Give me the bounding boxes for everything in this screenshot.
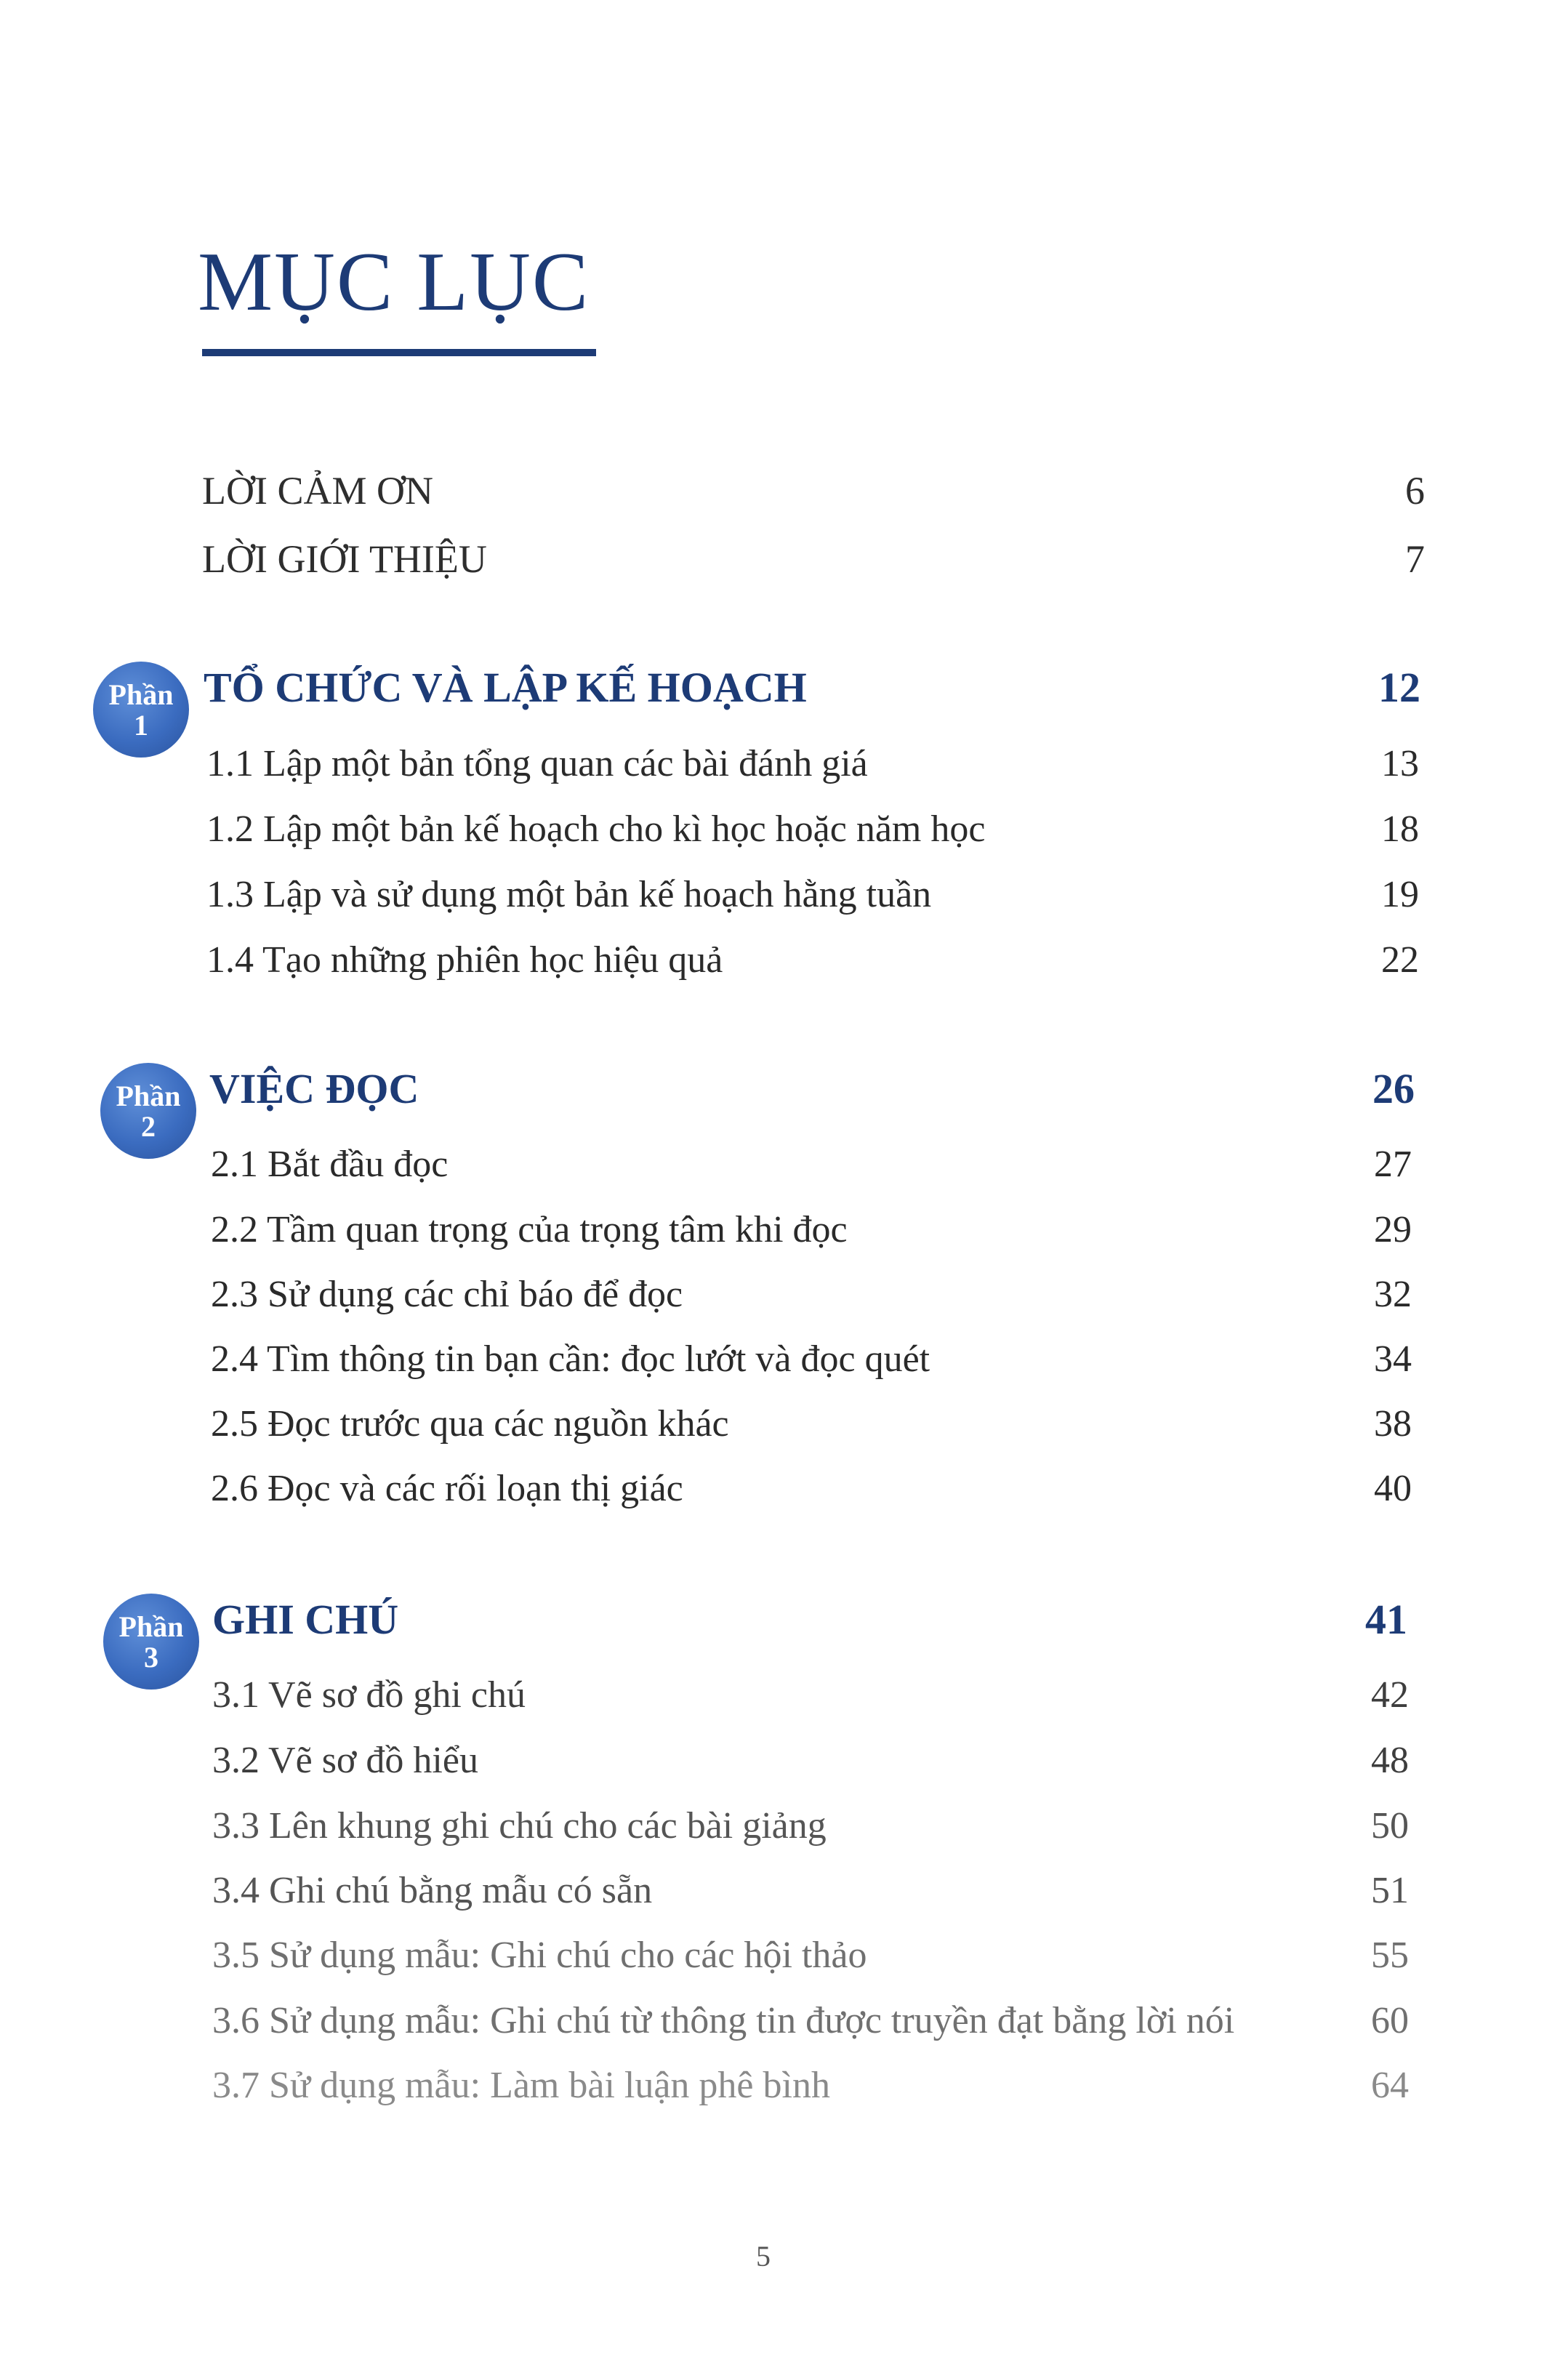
part-badge-word: Phần — [116, 1080, 181, 1112]
toc-entry-label: LỜI CẢM ƠN — [202, 469, 433, 513]
toc-entry — [212, 1995, 1409, 2046]
toc-entry-page: 51 — [1371, 1869, 1409, 1911]
toc-entry — [211, 1269, 1412, 1319]
section-title: TỔ CHỨC VÀ LẬP KẾ HOẠCH — [204, 663, 807, 711]
toc-entry-label: 2.3 Sử dụng các chỉ báo để đọc — [211, 1273, 683, 1315]
part-badge-number: 1 — [134, 709, 148, 742]
toc-entry-label: 2.6 Đọc và các rối loạn thị giác — [211, 1467, 683, 1509]
toc-entry — [212, 2060, 1409, 2110]
toc-entry-label: 1.2 Lập một bản kế hoạch cho kì học hoặc năm học — [206, 808, 986, 850]
toc-entry — [206, 934, 1419, 985]
title-underline — [202, 349, 596, 356]
page-number: 5 — [756, 2240, 771, 2273]
toc-entry — [211, 1398, 1412, 1449]
page-title: MỤC LỤC — [198, 236, 590, 329]
toc-entry-page: 13 — [1381, 742, 1419, 784]
toc-entry — [211, 1204, 1412, 1255]
toc-entry — [206, 738, 1419, 789]
section-heading-part-3 — [212, 1594, 1407, 1644]
toc-entry-acknowledgements — [202, 465, 1425, 516]
toc-entry-page: 50 — [1371, 1804, 1409, 1847]
toc-entry-page: 48 — [1371, 1739, 1409, 1781]
toc-entry-page: 19 — [1381, 873, 1419, 915]
toc-entry-page: 55 — [1371, 1934, 1409, 1976]
section-heading-part-1 — [204, 662, 1420, 712]
toc-entry-page: 64 — [1371, 2064, 1409, 2106]
toc-entry — [212, 1735, 1409, 1785]
toc-entry-label: 1.3 Lập và sử dụng một bản kế hoạch hằng tuần — [206, 873, 932, 915]
section-page: 41 — [1365, 1595, 1407, 1643]
toc-entry-label: 3.7 Sử dụng mẫu: Làm bài luận phê bình — [212, 2064, 830, 2106]
toc-entry-label: 2.2 Tầm quan trọng của trọng tâm khi đọc — [211, 1208, 848, 1250]
toc-entry-page: 40 — [1374, 1467, 1412, 1509]
toc-entry — [211, 1333, 1412, 1384]
toc-entry-page: 6 — [1405, 469, 1425, 513]
toc-entry-label: 3.1 Vẽ sơ đồ ghi chú — [212, 1674, 526, 1716]
section-title: VIỆC ĐỌC — [209, 1064, 419, 1112]
toc-entry-introduction — [202, 534, 1425, 585]
toc-entry-label: LỜI GIỚI THIỆU — [202, 537, 487, 581]
toc-entry-label: 3.6 Sử dụng mẫu: Ghi chú từ thông tin được truyền đạt bằng lời nói — [212, 1999, 1235, 2041]
toc-entry-label: 3.3 Lên khung ghi chú cho các bài giảng — [212, 1804, 827, 1847]
toc-entry — [211, 1138, 1412, 1189]
part-badge-number: 2 — [141, 1110, 156, 1143]
toc-entry-page: 60 — [1371, 1999, 1409, 2041]
toc-entry-page: 27 — [1374, 1143, 1412, 1185]
toc-entry-page: 29 — [1374, 1208, 1412, 1250]
toc-entry-label: 1.1 Lập một bản tổng quan các bài đánh giá — [206, 742, 868, 784]
part-badge-word: Phần — [108, 678, 174, 711]
section-title: GHI CHÚ — [212, 1595, 399, 1643]
part-badge-word: Phần — [118, 1610, 184, 1643]
toc-entry-label: 2.5 Đọc trước qua các nguồn khác — [211, 1402, 729, 1445]
part-badge-2 — [100, 1063, 196, 1159]
toc-entry — [206, 869, 1419, 920]
part-badge-number: 3 — [144, 1641, 158, 1674]
toc-entry-label: 1.4 Tạo những phiên học hiệu quả — [206, 939, 723, 981]
toc-entry-label: 2.1 Bắt đầu đọc — [211, 1143, 449, 1185]
toc-entry — [211, 1463, 1412, 1514]
toc-entry-page: 38 — [1374, 1402, 1412, 1445]
toc-entry — [212, 1929, 1409, 1980]
section-heading-part-2 — [209, 1063, 1415, 1114]
toc-entry-label: 2.4 Tìm thông tin bạn cần: đọc lướt và đọc quét — [211, 1338, 930, 1380]
toc-entry-label: 3.4 Ghi chú bằng mẫu có sẵn — [212, 1869, 653, 1911]
toc-entry-page: 32 — [1374, 1273, 1412, 1315]
part-badge-3 — [103, 1594, 199, 1690]
toc-entry-label: 3.5 Sử dụng mẫu: Ghi chú cho các hội thảo — [212, 1934, 867, 1976]
toc-entry-page: 42 — [1371, 1674, 1409, 1716]
toc-entry-page: 7 — [1405, 537, 1425, 581]
toc-entry — [212, 1669, 1409, 1720]
part-badge-1 — [93, 662, 189, 758]
toc-entry-page: 18 — [1381, 808, 1419, 850]
toc-entry-page: 34 — [1374, 1338, 1412, 1380]
section-page: 26 — [1372, 1064, 1415, 1112]
toc-entry — [206, 803, 1419, 854]
toc-entry — [212, 1865, 1409, 1916]
toc-entry-label: 3.2 Vẽ sơ đồ hiểu — [212, 1739, 478, 1781]
toc-entry — [212, 1800, 1409, 1851]
toc-entry-page: 22 — [1381, 939, 1419, 981]
section-page: 12 — [1378, 663, 1420, 711]
